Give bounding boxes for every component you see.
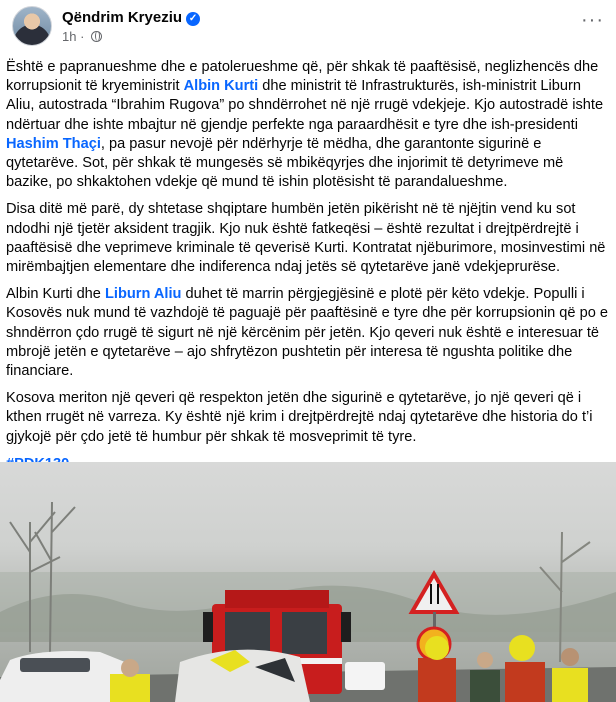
post-paragraph bbox=[6, 58, 612, 192]
post-meta bbox=[62, 29, 102, 44]
post-header bbox=[12, 6, 604, 44]
verified-badge-icon: ✓ bbox=[186, 12, 200, 26]
post-photo[interactable] bbox=[0, 462, 616, 702]
profile-mention-link[interactable]: Hashim Thaçi bbox=[6, 135, 101, 152]
globe-icon bbox=[91, 31, 102, 42]
paragraph-text: Albin Kurti dhe bbox=[6, 286, 105, 303]
paragraph-text: dhe ministrit të Infrastrukturës, ish-ministrit Liburn Aliu, autostrada “Ibrahim Rugova” po shndërrohet në një rrugë vdekjeje. Kjo autostradë ishte ndërtuar dhe ishte mbajtur në gjendje perfekte nga paraardhësit e tyre dhe ish-presidenti bbox=[6, 78, 604, 133]
profile-mention-link[interactable]: Albin Kurti bbox=[183, 78, 259, 95]
avatar[interactable] bbox=[12, 6, 52, 46]
post-paragraph bbox=[6, 389, 612, 447]
post-time[interactable]: 1h · bbox=[62, 29, 85, 44]
accident-scene-image bbox=[0, 462, 616, 702]
post-paragraph bbox=[6, 200, 612, 277]
paragraph-text: Kosova meriton një qeveri që respekton jetën dhe sigurinë e qytetarëve, jo një qeveri që i kthen rrugët në varreza. Ky është një krim i drejtpërdrejtë ndaj qytetarëve dhe historia do t’i gjykojë për çdo jetë të humbur për shkak të mosveprimit të tyre. bbox=[6, 390, 593, 445]
post-paragraphs bbox=[6, 58, 612, 447]
paragraph-text: Disa ditë më parë, dy shtetase shqiptare humbën jetën pikërisht në të njëjtin vend ku sot ndodhi një tjetër aksident tragjik. Kjo nuk është fatkeqësi – është rezultat i drejtpërdrejtë i paaftësisë dhe veprimeve kriminale të qeverisë Kurti. Kontratat njëburimore, mosinvestimi në mirëmbajtjen elementare dhe indiferenca ndaj jetës së qytetarëve janë vdekjeprurëse. bbox=[6, 201, 606, 276]
more-options-icon[interactable]: ··· bbox=[581, 9, 604, 31]
author-name[interactable]: Qëndrim Kryeziu bbox=[62, 9, 183, 26]
author-name-row bbox=[62, 9, 200, 26]
paragraph-text: , pa pasur nevojë për ndërhyrje të mëdha, dhe garantonte sigurinë e qytetarëve. Sot, për shkak të mungesës së mbikëqyrjes dhe injorimit të detyrimeve më bazike, po shkaktohen vdekje që mund të ishin plotësisht të parandalueshme. bbox=[6, 135, 564, 191]
paragraph-text: Është e papranueshme dhe e patolerueshme që, për shkak të paaftësisë, neglizhencës dhe korrupsionit të kryeministrit bbox=[6, 59, 599, 95]
post-body bbox=[6, 58, 612, 512]
profile-mention-link[interactable]: Liburn Aliu bbox=[104, 286, 182, 303]
post-paragraph bbox=[6, 285, 612, 381]
paragraph-text: duhet të marrin përgjegjësinë e plotë për këto vdekje. Populli i Kosovës nuk mund të vazhdojë të paguajë për paaftësinë e tyre dhe për korrupsionin që po e shndërron çdo rrugë të sigurt në një kërcënim për jetën. Kjo qeveri nuk është e interesuar të mbrojë jetën e qytetarëve – ajo shfrytëzon pushtetin për interesa të ngushta politike dhe financiare. bbox=[6, 286, 608, 380]
